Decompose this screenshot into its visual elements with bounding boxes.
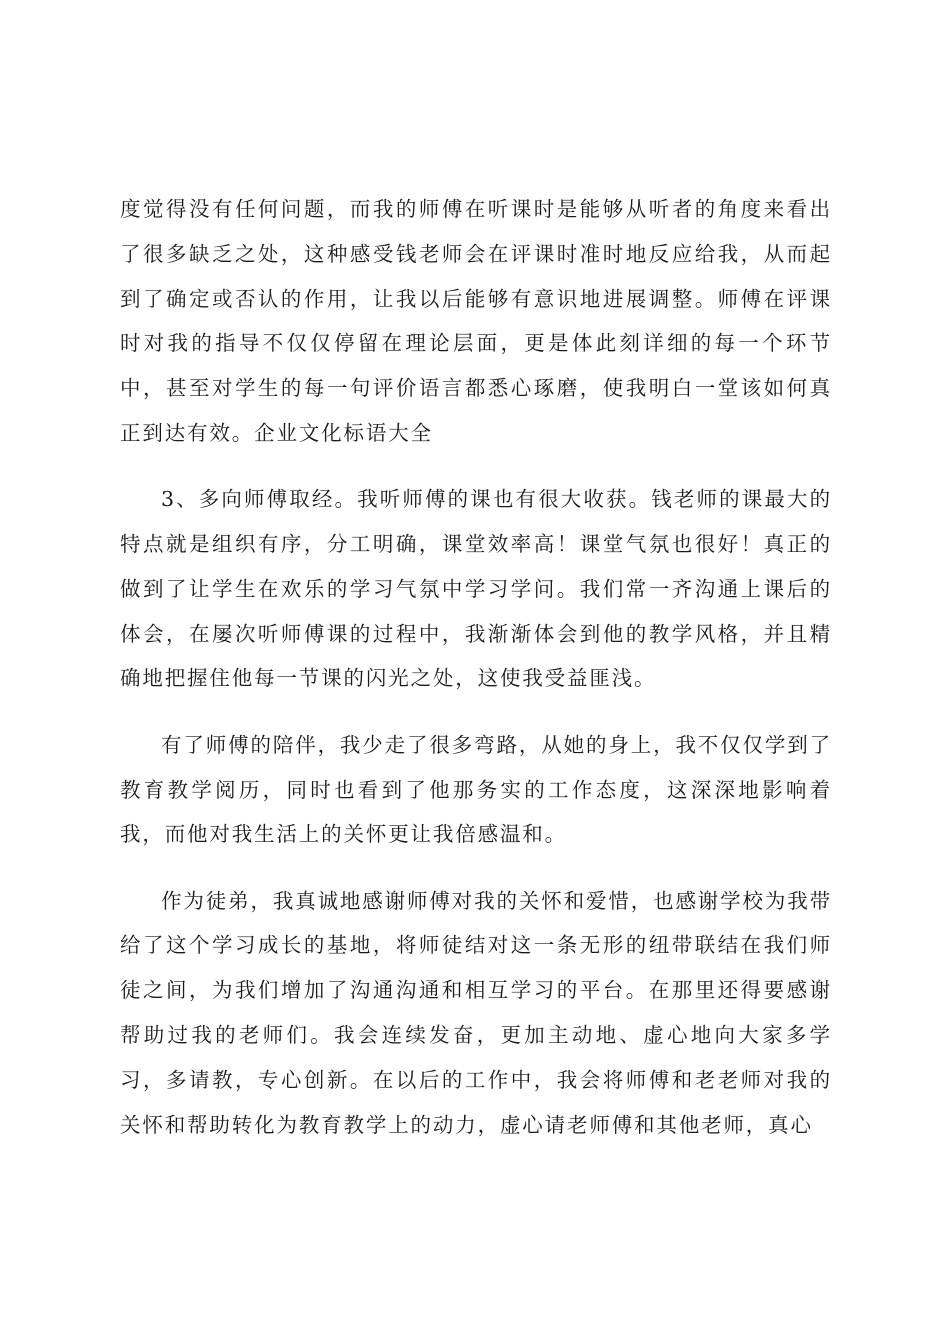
paragraph-4: 作为徒弟，我真诚地感谢师傅对我的关怀和爱惜，也感谢学校为我带给了这个学习成长的基地，将师徒结对这一条无形的纽带联结在我们师徒之间，为我们增加了沟通沟通和相互学习的平台。在那里还得要感谢帮助过我的老师们。我会连续发奋，更加主动地、虚心地向大家多学习，多请教，专心创新。在以后的工作中，我会将师傅和老老师对我的关怀和帮助转化为教育教学上的动力，虚心请老师傅和其他老师，真心 — [120, 888, 832, 1137]
paragraph-1: 度觉得没有任何问题，而我的师傅在听课时是能够从听者的角度来看出了很多缺乏之处，这种感受钱老师会在评课时准时地反应给我，从而起到了确定或否认的作用，让我以后能够有意识地进展调整。师傅在评课时对我的指导不仅仅停留在理论层面，更是体此刻详细的每一个环节中，甚至对学生的每一句评价语言都悉心琢磨，使我明白一堂该如何真正到达有效。企业文化标语大全 — [120, 197, 832, 445]
body-text — [120, 187, 832, 1169]
paragraph-3: 有了师傅的陪伴，我少走了很多弯路，从她的身上，我不仅仅学到了教育教学阅历，同时也看到了他那务实的工作态度，这深深地影响着我，而他对我生活上的关怀更让我倍感温和。 — [120, 732, 832, 847]
paragraph-2: 3、多向师傅取经。我听师傅的课也有很大收获。钱老师的课最大的特点就是组织有序，分工明确，课堂效率高！课堂气氛也很好！真正的做到了让学生在欢乐的学习气氛中学习学问。我们常一齐沟通上课后的体会，在屡次听师傅课的过程中，我渐渐体会到他的教学风格，并且精确地把握住他每一节课的闪光之处，这使我受益匪浅。 — [120, 487, 832, 691]
